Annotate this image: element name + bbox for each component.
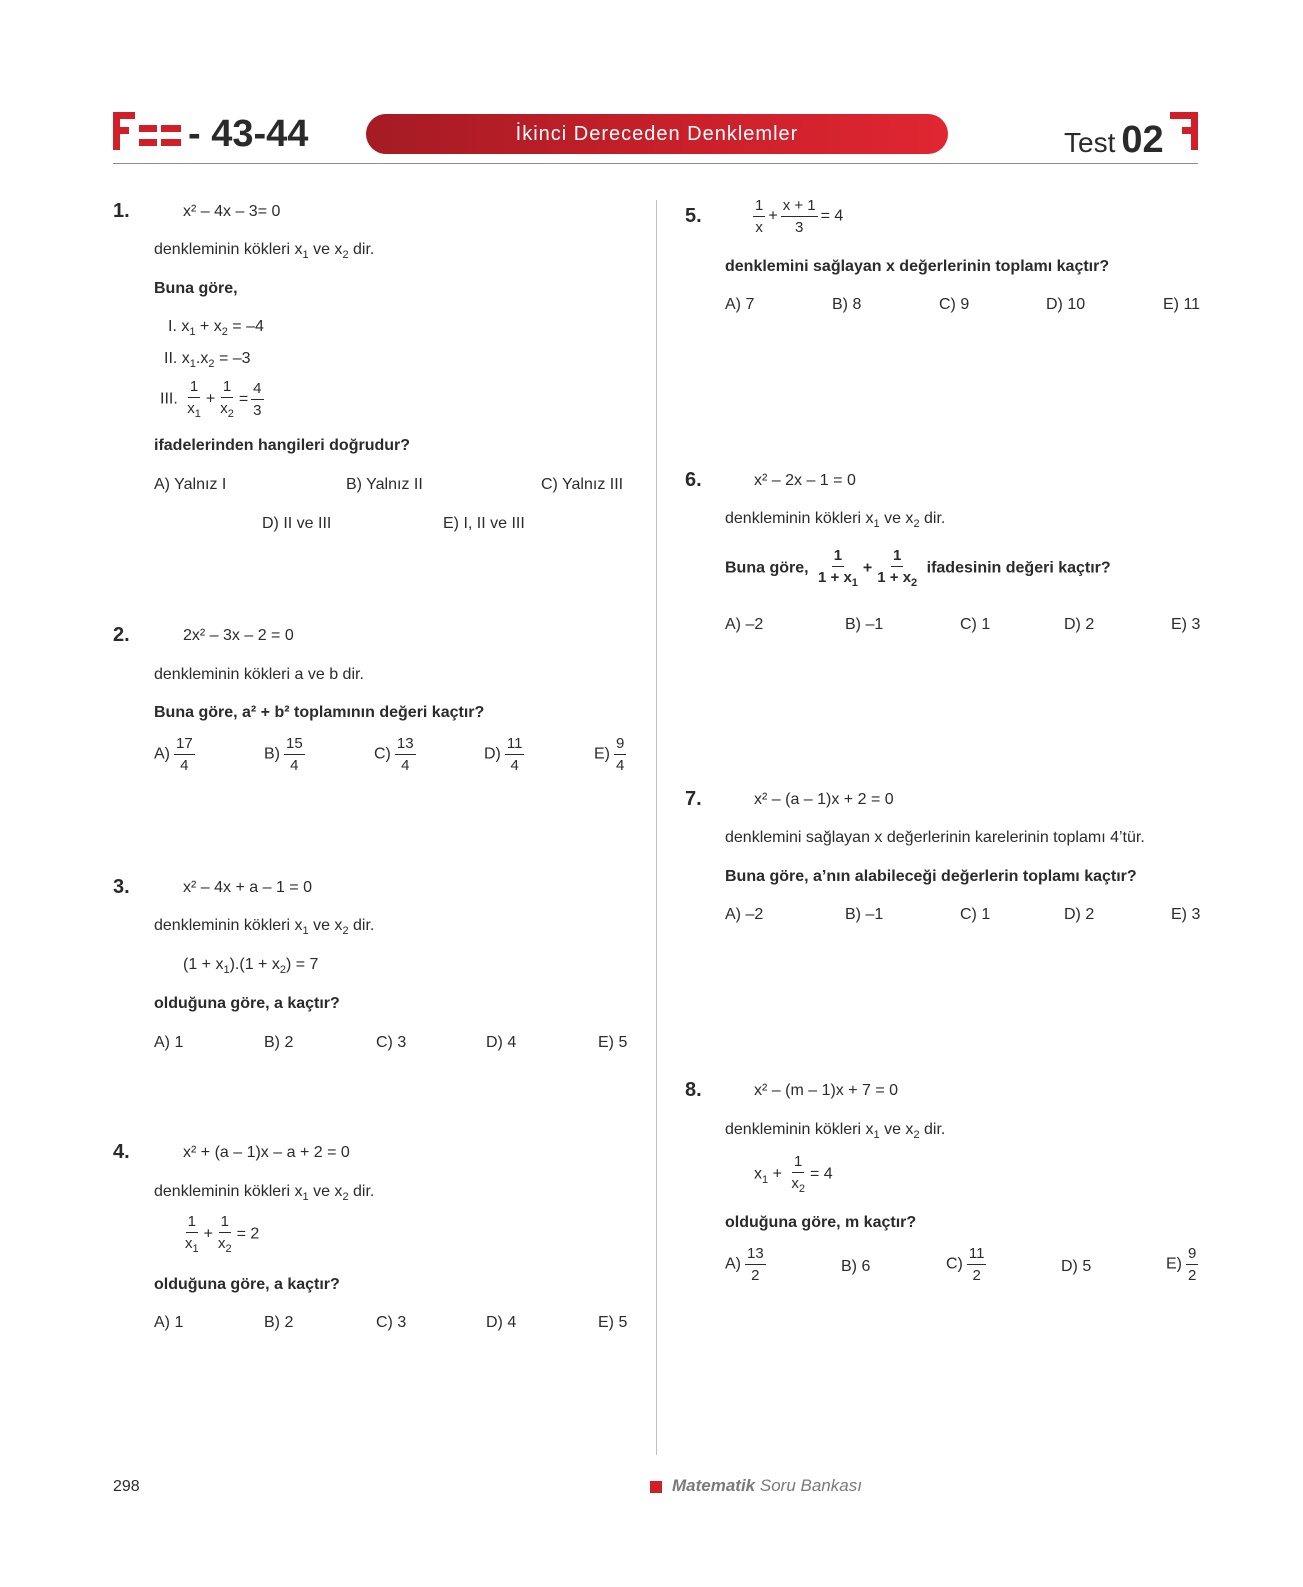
question-8-equation: x² – (m – 1)x + 7 = 0 xyxy=(754,1082,899,1099)
q3-option-d[interactable]: D) 4 xyxy=(486,1034,517,1051)
q3-option-e[interactable]: E) 5 xyxy=(598,1034,628,1051)
unit-code: - 43-44 xyxy=(188,113,309,155)
question-1-lead: Buna göre, xyxy=(154,280,238,297)
q8-option-a[interactable]: A) $\frac{13}{2}$ xyxy=(725,1245,764,1284)
question-2-equation: 2x² – 3x – 2 = 0 xyxy=(183,627,294,644)
q8-option-e[interactable]: E) $\frac{9}{2}$ xyxy=(1166,1245,1197,1284)
q1-option-b[interactable]: B) Yalnız II xyxy=(346,476,423,493)
test-word: Test xyxy=(1064,127,1116,158)
q6-option-d[interactable]: D) 2 xyxy=(1064,616,1095,633)
statement-2: II. $x_1.x_2 = -3$ xyxy=(164,350,251,371)
q6-option-b[interactable]: B) –1 xyxy=(845,616,884,633)
q5-option-b[interactable]: B) 8 xyxy=(832,296,862,313)
question-6-number: 6. xyxy=(685,469,702,491)
question-3-number: 3. xyxy=(113,876,130,898)
q5-option-d[interactable]: D) 10 xyxy=(1046,296,1086,313)
q8-option-b[interactable]: B) 6 xyxy=(841,1258,871,1275)
topic-banner: İkinci Dereceden Denklemler xyxy=(366,114,948,154)
question-6-intro: denkleminin kökleri $x_1$ ve $x_2$ dir. xyxy=(725,510,946,531)
header-divider xyxy=(113,163,1198,164)
q4-option-a[interactable]: A) 1 xyxy=(154,1314,184,1331)
q6-option-a[interactable]: A) –2 xyxy=(725,616,764,633)
q1-option-a[interactable]: A) Yalnız I xyxy=(154,476,227,493)
q1-option-c[interactable]: C) Yalnız III xyxy=(541,476,624,493)
q7-option-b[interactable]: B) –1 xyxy=(845,906,884,923)
q4-option-c[interactable]: C) 3 xyxy=(376,1314,407,1331)
question-4-condition: $\frac{1}{x_1}$ + $\frac{1}{x_2}$ = 2 xyxy=(185,1213,260,1255)
question-3-condition: $(1 + x_1).(1 + x_2) = 7$ xyxy=(183,956,319,977)
question-8-number: 8. xyxy=(685,1079,702,1101)
question-5-number: 5. xyxy=(685,205,702,227)
question-5-prompt: denklemini sağlayan x değerlerinin toplamı kaçtır? xyxy=(725,258,1110,275)
q4-option-d[interactable]: D) 4 xyxy=(486,1314,517,1331)
q5-option-e[interactable]: E) 11 xyxy=(1163,296,1201,313)
question-7-intro: denklemini sağlayan x değerlerinin karelerinin toplamı 4’tür. xyxy=(725,829,1145,846)
footer-brand: Matematik Soru Bankası xyxy=(672,1476,862,1495)
question-4-intro: denkleminin kökleri $x_1$ ve $x_2$ dir. xyxy=(154,1183,375,1204)
question-3-equation: x² – 4x + a – 1 = 0 xyxy=(183,879,312,896)
q4-option-e[interactable]: E) 5 xyxy=(598,1314,628,1331)
question-4-equation: x² + (a – 1)x – a + 2 = 0 xyxy=(183,1144,350,1161)
q8-option-c[interactable]: C) $\frac{11}{2}$ xyxy=(946,1245,985,1284)
question-4-number: 4. xyxy=(113,1141,130,1163)
q8-option-d[interactable]: D) 5 xyxy=(1061,1258,1092,1275)
question-8-prompt: olduğuna göre, m kaçtır? xyxy=(725,1214,917,1231)
faz-logo xyxy=(113,112,183,152)
q2-option-d[interactable]: D) $\frac{11}{4}$ xyxy=(484,735,523,774)
question-1-prompt: ifadelerinden hangileri doğrudur? xyxy=(154,437,411,454)
corner-logo-mark xyxy=(1170,112,1198,152)
question-8-intro: denkleminin kökleri $x_1$ ve $x_2$ dir. xyxy=(725,1121,946,1142)
q2-option-b[interactable]: B) $\frac{15}{4}$ xyxy=(264,735,303,774)
question-6-prompt: Buna göre, $\frac{1}{1 + x_1}$ + $\frac{1}{1 + x_2}$ ifadesinin değeri kaçtır? xyxy=(725,547,1111,589)
question-2-number: 2. xyxy=(113,624,130,646)
question-8-condition: $x_1$ + $\frac{1}{x_2}$ = 4 xyxy=(754,1153,833,1195)
q1-option-d[interactable]: D) II ve III xyxy=(262,515,332,532)
q5-option-c[interactable]: C) 9 xyxy=(939,296,970,313)
question-4-prompt: olduğuna göre, a kaçtır? xyxy=(154,1276,340,1293)
q5-option-a[interactable]: A) 7 xyxy=(725,296,755,313)
q1-option-e[interactable]: E) I, II ve III xyxy=(443,515,525,532)
question-3-prompt: olduğuna göre, a kaçtır? xyxy=(154,995,340,1012)
question-3-intro: denkleminin kökleri $x_1$ ve $x_2$ dir. xyxy=(154,917,375,938)
statement-1: I. $x_1 + x_2 = -4$ xyxy=(168,318,264,339)
question-7-prompt: Buna göre, a’nın alabileceği değerlerin toplamı kaçtır? xyxy=(725,868,1137,885)
q4-option-b[interactable]: B) 2 xyxy=(264,1314,294,1331)
q7-option-d[interactable]: D) 2 xyxy=(1064,906,1095,923)
q7-option-e[interactable]: E) 3 xyxy=(1171,906,1201,923)
question-7-equation: x² – (a – 1)x + 2 = 0 xyxy=(754,791,894,808)
q2-option-c[interactable]: C) $\frac{13}{4}$ xyxy=(374,735,414,774)
q3-option-a[interactable]: A) 1 xyxy=(154,1034,184,1051)
question-5-equation: $\frac{1}{x}$ + $\frac{x + 1}{3}$ = 4 xyxy=(755,197,844,236)
statement-3: III. $\frac{1}{x_1}$ + $\frac{1}{x_2}$ = $\frac{4}{3}$ xyxy=(160,378,262,420)
question-7-number: 7. xyxy=(685,788,702,810)
question-1-number: 1. xyxy=(113,200,130,222)
q6-option-c[interactable]: C) 1 xyxy=(960,616,991,633)
q2-option-a[interactable]: A) $\frac{17}{4}$ xyxy=(154,735,193,774)
q7-option-c[interactable]: C) 1 xyxy=(960,906,991,923)
question-1-equation: x² – 4x – 3= 0 xyxy=(183,203,281,220)
question-2-intro: denkleminin kökleri a ve b dir. xyxy=(154,666,364,683)
question-6-equation: x² – 2x – 1 = 0 xyxy=(754,472,856,489)
question-2-prompt: Buna göre, a² + b² toplamının değeri kaçtır? xyxy=(154,704,485,721)
q6-option-e[interactable]: E) 3 xyxy=(1171,616,1201,633)
page-number: 298 xyxy=(113,1478,140,1495)
q2-option-e[interactable]: E) $\frac{9}{4}$ xyxy=(594,735,625,774)
q7-option-a[interactable]: A) –2 xyxy=(725,906,764,923)
q3-option-b[interactable]: B) 2 xyxy=(264,1034,294,1051)
footer-square-icon xyxy=(650,1481,662,1493)
test-number: 02 xyxy=(1121,119,1164,161)
q3-option-c[interactable]: C) 3 xyxy=(376,1034,407,1051)
question-1-intro: denkleminin kökleri $x_1$ ve $x_2$ dir. xyxy=(154,241,375,262)
column-divider xyxy=(656,200,657,1455)
